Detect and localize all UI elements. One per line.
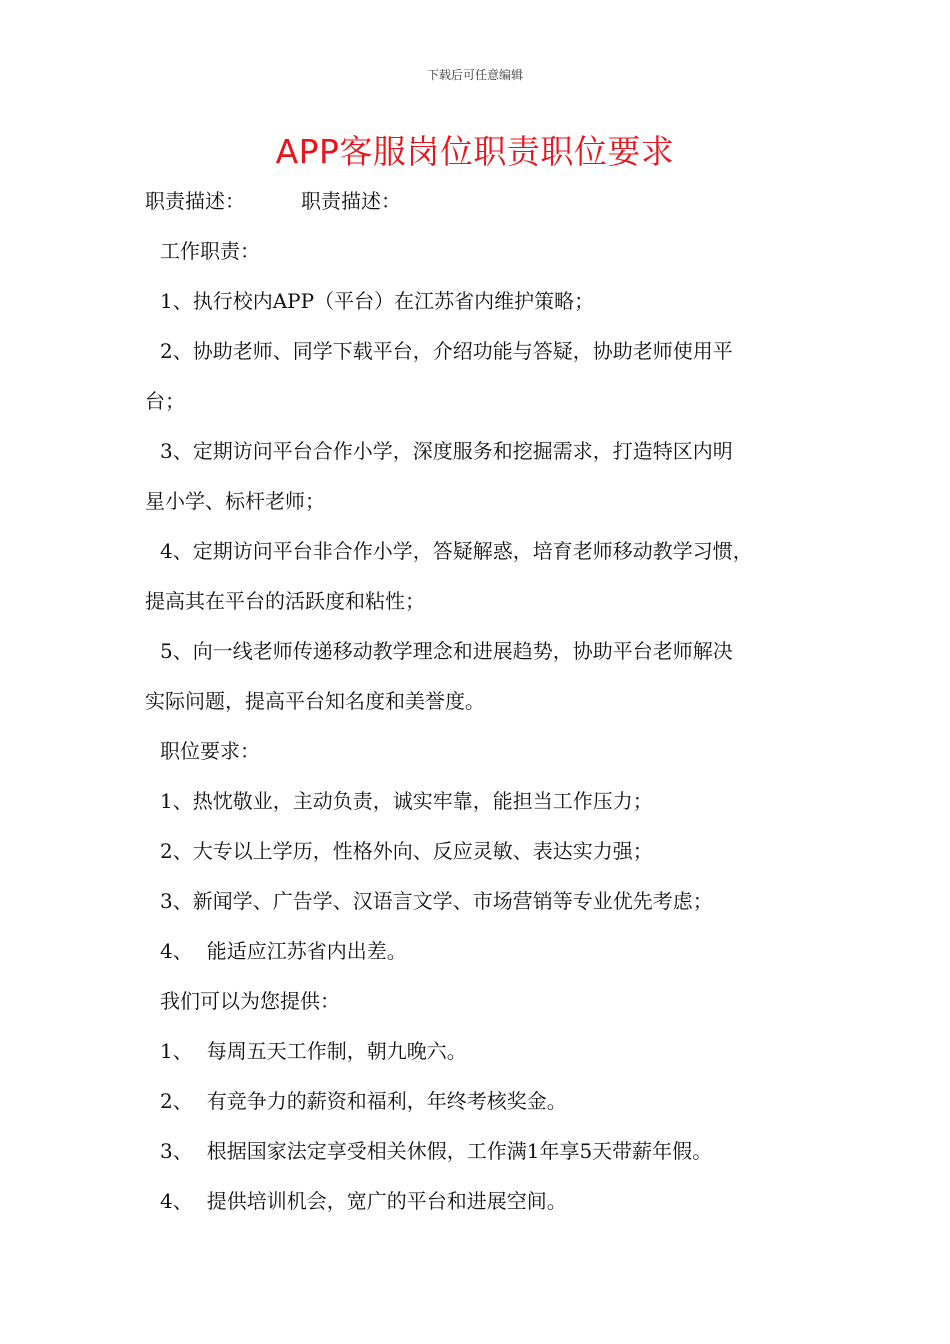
header-note: 下载后可任意编辑 <box>426 68 523 82</box>
duty-line-continued: 提高其在平台的活跃度和粘性； <box>145 589 425 613</box>
requirement-number: 4、 <box>160 939 193 963</box>
benefits-heading: 我们可以为您提供： <box>160 989 340 1013</box>
benefit-number: 4、 <box>160 1189 193 1213</box>
benefit-line <box>145 1176 815 1226</box>
duty-line: 2、协助老师、同学下载平台，介绍功能与答疑，协助老师使用平 <box>160 339 733 363</box>
duty-line: 4、定期访问平台非合作小学，答疑解惑，培育老师移动教学习惯， <box>160 539 753 563</box>
benefit-number: 3、 <box>160 1139 193 1163</box>
requirement-line <box>145 926 815 976</box>
benefit-line <box>145 1026 815 1076</box>
benefit-text: 根据国家法定享受相关休假，工作满1年享5天带薪年假。 <box>206 1139 713 1163</box>
benefit-line <box>145 1126 815 1176</box>
requirements-heading: 职位要求： <box>160 739 260 763</box>
intro-label-1: 职责描述： <box>145 189 245 213</box>
duty-line: 5、向一线老师传递移动教学理念和进展趋势，协助平台老师解决 <box>160 639 733 663</box>
duty-line: 1、执行校内APP（平台）在江苏省内维护策略； <box>160 289 595 313</box>
requirement-line: 1、热忱敬业，主动负责，诚实牢靠，能担当工作压力； <box>160 789 653 813</box>
document-body <box>145 176 815 1226</box>
duty-line: 3、定期访问平台合作小学，深度服务和挖掘需求，打造特区内明 <box>160 439 733 463</box>
page-title: APP客服岗位职责职位要求 <box>275 132 675 171</box>
benefit-line <box>145 1076 815 1126</box>
requirement-line: 3、新闻学、广告学、汉语言文学、市场营销等专业优先考虑； <box>160 889 713 913</box>
duty-line-continued: 星小学、标杆老师； <box>145 489 325 513</box>
intro-label-2: 职责描述： <box>301 189 401 213</box>
benefit-text: 有竞争力的薪资和福利，年终考核奖金。 <box>206 1089 567 1113</box>
benefit-number: 1、 <box>160 1039 193 1063</box>
duties-heading: 工作职责： <box>160 239 260 263</box>
duty-line-continued: 台； <box>145 389 185 413</box>
benefit-text: 每周五天工作制，朝九晚六。 <box>206 1039 467 1063</box>
requirement-text: 能适应江苏省内出差。 <box>206 939 407 963</box>
benefit-number: 2、 <box>160 1089 193 1113</box>
requirement-line: 2、大专以上学历，性格外向、反应灵敏、表达实力强； <box>160 839 653 863</box>
benefit-text: 提供培训机会，宽广的平台和进展空间。 <box>206 1189 567 1213</box>
duty-line-continued: 实际问题，提高平台知名度和美誉度。 <box>145 689 485 713</box>
intro-line <box>145 176 815 226</box>
